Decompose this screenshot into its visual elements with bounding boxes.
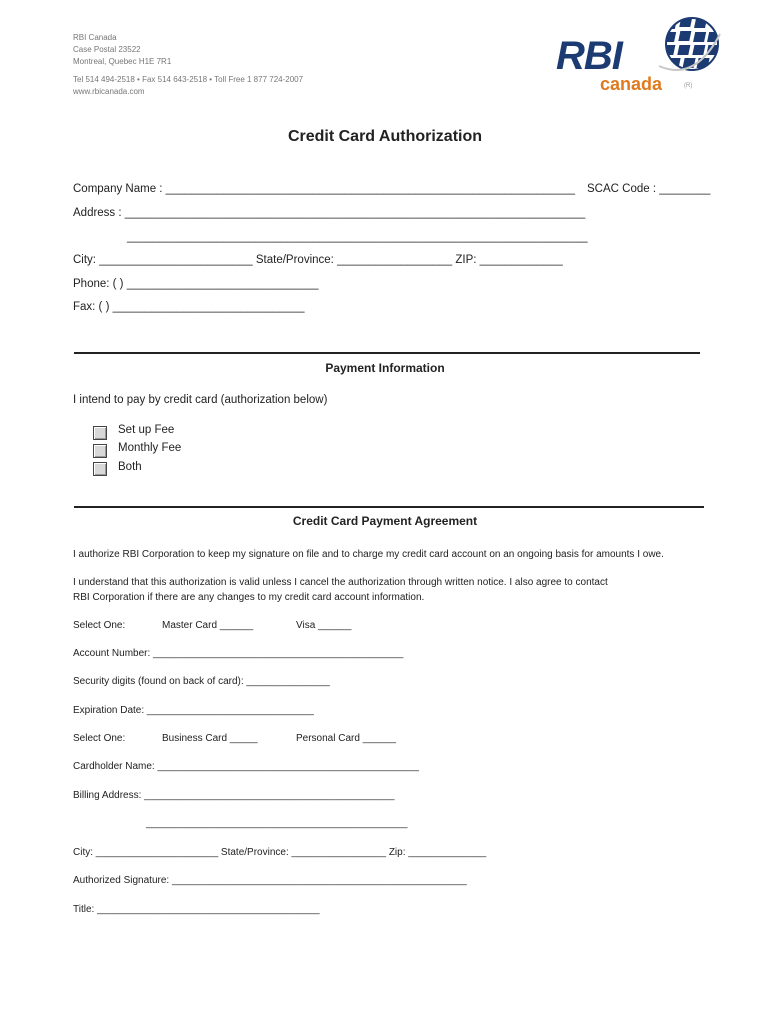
billing-city-state-zip-field[interactable]: City: ______________________ State/Province: _________________ Zip: ______________ <box>73 847 487 858</box>
fax-field[interactable]: Fax: ( ) ______________________________ <box>73 301 305 313</box>
address-field[interactable]: Address : ________________________________________________________________________ <box>73 207 586 219</box>
setup-fee-label: Set up Fee <box>118 424 175 436</box>
address-field-line-2[interactable]: ________________________________________________________________________ <box>127 231 588 243</box>
agreement-paragraph-2-line-1: I understand that this authorization is valid unless I cancel the authorization through written notice. I also agree to contact <box>73 577 608 588</box>
billing-address-field[interactable]: Billing Address: _____________________________________________ <box>73 790 395 801</box>
security-digits-field[interactable]: Security digits (found on back of card): _______________ <box>73 676 330 687</box>
monthly-fee-checkbox[interactable] <box>93 444 107 458</box>
agreement-paragraph-1: I authorize RBI Corporation to keep my signature on file and to charge my credit card account on an ongoing basis for amounts I owe. <box>73 549 664 560</box>
account-number-field[interactable]: Account Number: _____________________________________________ <box>73 648 404 659</box>
setup-fee-checkbox[interactable] <box>93 426 107 440</box>
company-name-field[interactable]: Company Name : ________________________________________________________________ <box>73 183 576 195</box>
billing-address-field-line-2[interactable]: _______________________________________________ <box>146 818 408 829</box>
select-one-label: Select One: <box>73 620 126 631</box>
scac-code-field[interactable]: SCAC Code : ________ <box>587 183 711 195</box>
select-one-label-2: Select One: <box>73 733 126 744</box>
agreement-heading: Credit Card Payment Agreement <box>292 514 478 528</box>
section-divider <box>74 352 700 354</box>
business-card-option[interactable]: Business Card _____ <box>162 733 258 744</box>
address-line-1: Case Postal 23522 <box>73 45 141 54</box>
section-divider <box>74 506 704 508</box>
authorized-signature-field[interactable]: Authorized Signature: _____________________________________________________ <box>73 875 467 886</box>
logo-rbi-text: RBI <box>556 34 622 78</box>
both-label: Both <box>118 461 142 473</box>
phone-numbers: Tel 514 494-2518 • Fax 514 643-2518 • Toll Free 1 877 724-2007 <box>73 75 304 84</box>
phone-field[interactable]: Phone: ( ) ______________________________ <box>73 278 319 290</box>
page-title: Credit Card Authorization <box>287 128 483 145</box>
payment-information-heading: Payment Information <box>325 361 445 375</box>
address-line-2: Montreal, Quebec H1E 7R1 <box>73 57 172 66</box>
logo-registered-mark: (R) <box>684 83 693 89</box>
website: www.rbicanada.com <box>73 87 145 96</box>
both-checkbox[interactable] <box>93 462 107 476</box>
cardholder-name-field[interactable]: Cardholder Name: _______________________________________________ <box>73 761 419 772</box>
logo-canada-text: canada <box>600 74 663 94</box>
visa-option[interactable]: Visa ______ <box>296 620 352 631</box>
personal-card-option[interactable]: Personal Card ______ <box>296 733 397 744</box>
city-state-zip-field[interactable]: City: ________________________ State/Province: __________________ ZIP: _____________ <box>73 254 563 266</box>
agreement-paragraph-2-line-2: RBI Corporation if there are any changes to my credit card account information. <box>73 592 425 603</box>
payment-intro: I intend to pay by credit card (authorization below) <box>73 394 328 406</box>
monthly-fee-label: Monthly Fee <box>118 442 182 454</box>
title-field[interactable]: Title: ________________________________________ <box>73 904 320 915</box>
company-name: RBI Canada <box>73 33 117 42</box>
expiration-date-field[interactable]: Expiration Date: ______________________________ <box>73 705 314 716</box>
master-card-option[interactable]: Master Card ______ <box>162 620 254 631</box>
